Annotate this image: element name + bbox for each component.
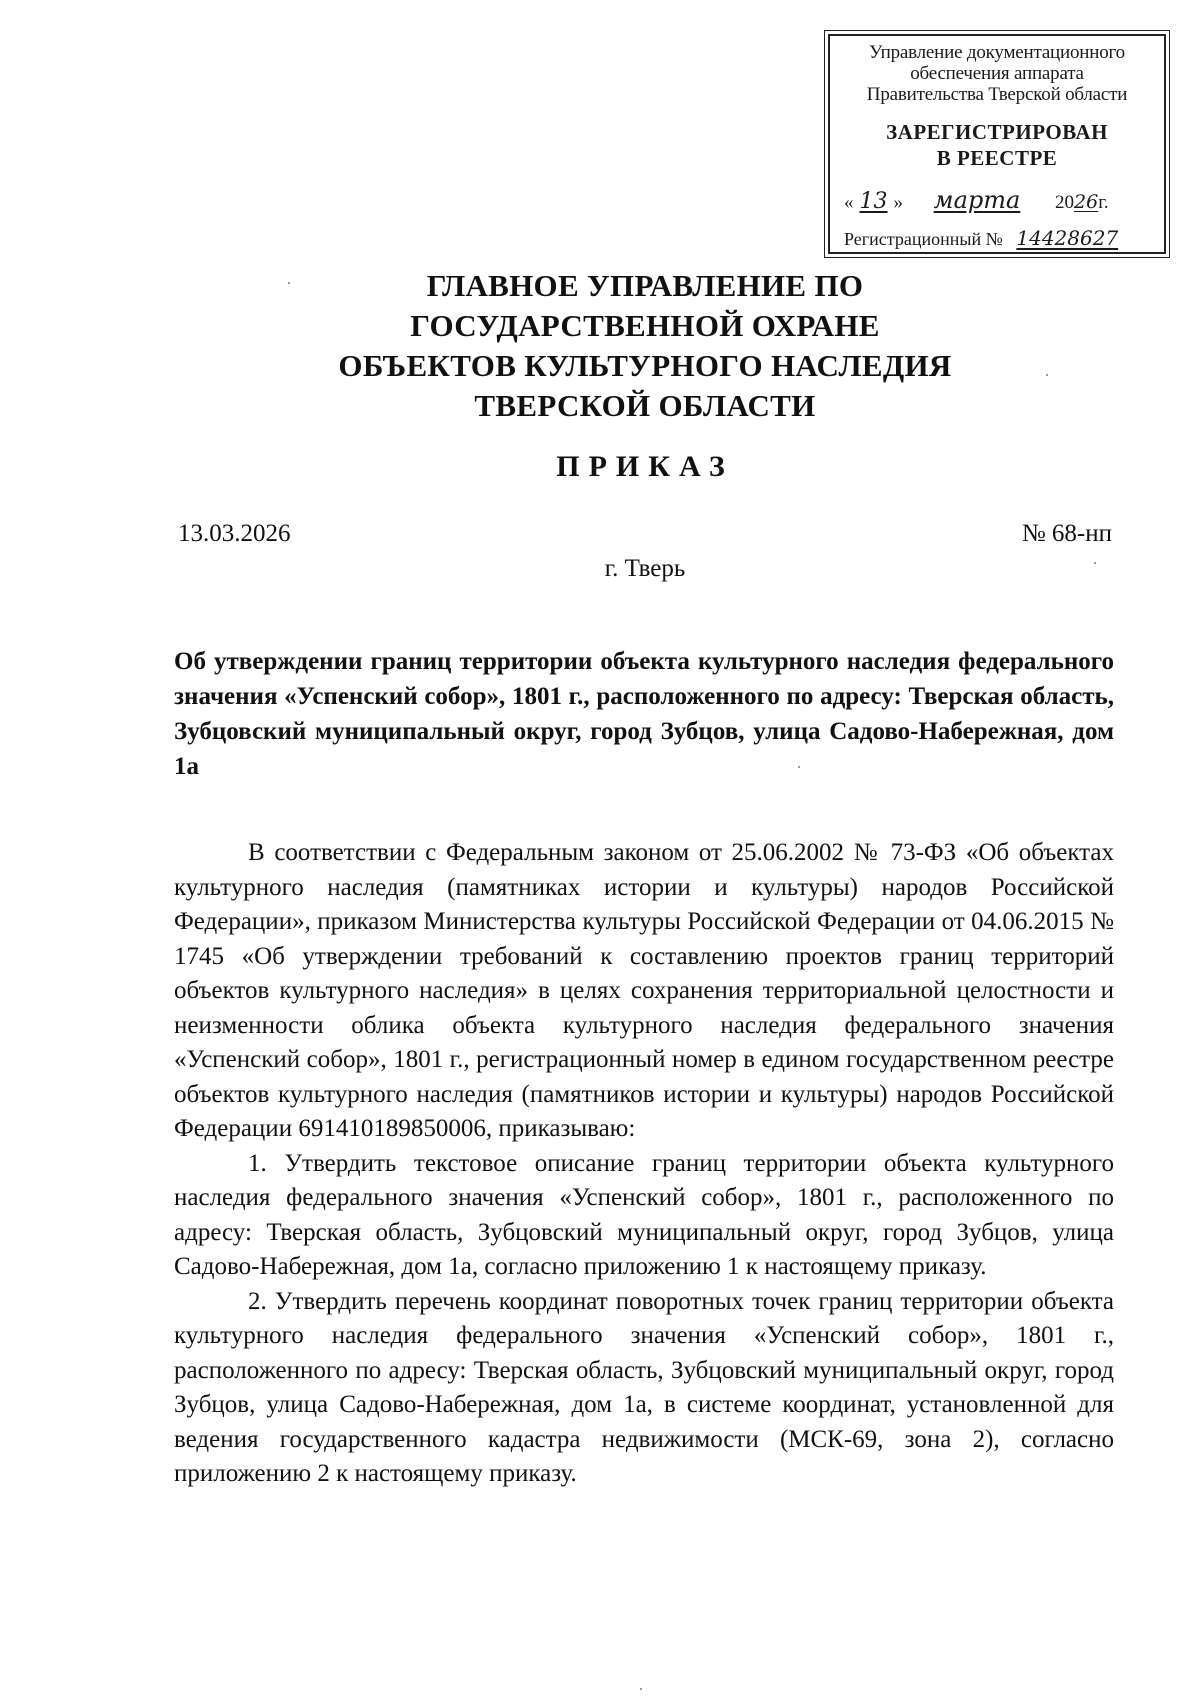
stamp-month-handwritten: марта: [933, 186, 1021, 214]
document-type-title: ПРИКАЗ: [556, 450, 734, 483]
stamp-registered-line: В РЕЕСТРЕ: [936, 146, 1058, 170]
stamp-org-line: Управление документационного: [869, 42, 1125, 63]
order-number: № 68-нп: [1021, 520, 1112, 547]
authority-line: ГЛАВНОЕ УПРАВЛЕНИЕ ПО: [426, 268, 864, 303]
order-body: [174, 836, 1114, 1492]
stamp-registered-line: ЗАРЕГИСТРИРОВАН: [886, 120, 1108, 144]
stamp-registration-number: [844, 226, 1156, 250]
order-item-1: 1. Утвердить текстовое описание границ территории объекта культурного наследия федерального значения «Успенский собор», 1801 г., расположенного по адресу: Тверская область, Зубцовский муниципальный округ, город Зубцов, улица Садово-Набережная, дом 1а, согласно приложению 1 к настоящему приказу.: [174, 1149, 1114, 1280]
stamp-registered-label: [830, 119, 1164, 171]
stamp-org-line: обеспечения аппарата: [910, 63, 1084, 84]
stamp-open-quote: «: [844, 192, 854, 213]
order-item-2: 2. Утвердить перечень координат поворотных точек границ территории объекта культурного наследия федерального значения «Успенский собор», 1801 г., расположенного по адресу: Тверская область, Зубцовский муниципальный округ, город Зубцов, улица Садово-Набережная, дом 1а, в системе координат, установленной для ведения государственного кадастра недвижимости (МСК-69, зона 2), согласно приложению 2 к настоящему приказу.: [174, 1287, 1114, 1487]
scan-speck: [798, 766, 800, 768]
stamp-day-handwritten: 13: [859, 189, 888, 214]
order-date: 13.03.2026: [178, 520, 291, 547]
stamp-year-handwritten: 26: [1074, 191, 1099, 213]
stamp-org-line: Правительства Тверской области: [866, 84, 1128, 105]
authority-line: ОБЪЕКТОВ КУЛЬТУРНОГО НАСЛЕДИЯ: [338, 348, 952, 383]
scan-speck: [1094, 562, 1096, 564]
order-subject: Об утверждении границ территории объекта культурного наследия федерального значения «Успенский собор», 1801 г., расположенного по адресу: Тверская область, Зубцовский муниципальный округ, город Зубцов, улица Садово-Набережная, дом 1а: [174, 648, 1114, 780]
preamble-paragraph: В соответствии с Федеральным законом от 25.06.2002 № 73-ФЗ «Об объектах культурного наследия (памятниках истории и культуры) народов Российской Федерации», приказом Министерства культуры Российской Федерации от 04.06.2015 № 1745 «Об утверждении требований к составлению проектов границ территорий объектов культурного наследия» в целях сохранения территориальной целостности и неизменности облика объекта культурного наследия федерального значения «Успенский собор», 1801 г., регистрационный номер в едином государственном реестре объектов культурного наследия (памятников истории и культуры) народов Российской Федерации 691410189850006, приказываю:: [174, 839, 1114, 1142]
issuing-authority: [160, 266, 1130, 426]
order-city: г. Тверь: [604, 555, 686, 582]
stamp-year-prefix: 20: [1055, 192, 1074, 213]
authority-line: ГОСУДАРСТВЕННОЙ ОХРАНЕ: [410, 308, 880, 343]
stamp-organization: [830, 42, 1164, 105]
stamp-regnum-label: Регистрационный №: [844, 229, 1003, 249]
stamp-date-line: [844, 186, 1156, 216]
scan-speck: [1046, 374, 1048, 376]
registration-stamp: [828, 34, 1166, 254]
scan-speck: [640, 1688, 642, 1690]
stamp-regnum-handwritten: 14428627: [1016, 226, 1119, 250]
stamp-close-quote: »: [893, 192, 903, 213]
stamp-year-unit: г.: [1098, 192, 1109, 213]
scan-speck: [288, 282, 290, 284]
authority-line: ТВЕРСКОЙ ОБЛАСТИ: [474, 388, 816, 423]
